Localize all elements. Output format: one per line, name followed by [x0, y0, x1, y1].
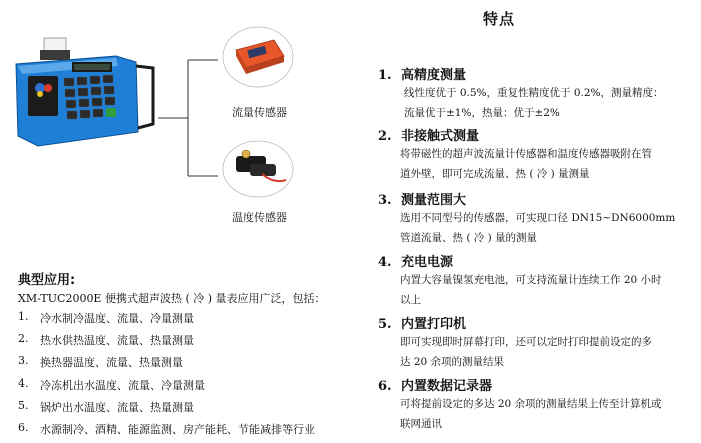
feature-line: 管道流量、热 ( 冷 ) 量的测量: [400, 231, 538, 244]
list-item-text: 水源制冷、酒精、能源监测、房产能耗、节能减排等行业: [40, 422, 315, 436]
applications-heading: 典型应用:: [18, 273, 76, 288]
feature-title: 内置数据记录器: [401, 379, 493, 394]
feature-number: 6.: [378, 379, 392, 394]
applications-list: [18, 310, 315, 443]
list-item: [18, 354, 315, 376]
applications-intro: XM-TUC2000E 便携式超声波热 ( 冷 ) 量表应用广泛，包括：: [18, 292, 326, 305]
feature-item: [378, 251, 696, 310]
feature-line: 内置大容量镍氢充电池，可支持流量计连续工作 20 小时: [400, 274, 662, 286]
list-item-number: 5.: [18, 398, 29, 412]
list-item-text: 冷水制冷温度、流量、冷量测量: [40, 312, 194, 325]
feature-number: 4.: [378, 255, 392, 270]
temperature-sensor-image: [222, 140, 294, 198]
feature-number: 5.: [378, 317, 392, 332]
feature-title: 非接触式测量: [401, 129, 480, 144]
feature-line: 可将提前设定的多达 20 余项的测量结果上传至计算机或: [400, 398, 662, 410]
feature-number: 3.: [378, 193, 392, 208]
list-item: [18, 399, 315, 421]
list-item-number: 3.: [18, 354, 29, 368]
feature-title: 内置打印机: [401, 317, 467, 332]
feature-number: 2.: [378, 129, 392, 144]
feature-item: [378, 64, 696, 123]
feature-line: 流量优于±1%，热量：优于±2%: [404, 106, 560, 119]
feature-line: 达 20 余项的测量结果: [400, 355, 505, 368]
feature-line: 选用不同型号的传感器，可实现口径 DN15~DN6000mm: [400, 212, 676, 224]
list-item: [18, 310, 315, 332]
feature-number: 1.: [378, 68, 392, 83]
list-item-number: 4.: [18, 376, 29, 390]
feature-line: 即可实现即时屏幕打印，还可以定时打印提前设定的多: [400, 336, 652, 348]
list-item-text: 锅炉出水温度、流量、热量测量: [40, 400, 194, 414]
feature-line: 将带磁性的超声波流量计传感器和温度传感器吸附在管: [400, 148, 652, 160]
feature-item: [378, 313, 696, 372]
connector-lines: [158, 58, 218, 178]
heat-meter-device-image: [8, 36, 158, 148]
feature-line: 以上: [400, 293, 421, 306]
list-item-number: 2.: [18, 332, 29, 346]
flow-sensor-label: 流量传感器: [232, 106, 287, 119]
feature-line: 联网通讯: [400, 417, 442, 430]
feature-item: [378, 375, 696, 434]
list-item-number: 6.: [18, 420, 29, 434]
feature-line: 道外壁，即可完成流量、热 ( 冷 ) 量测量: [400, 167, 590, 180]
flow-sensor-image: [222, 26, 294, 88]
temperature-sensor-label: 温度传感器: [232, 211, 287, 224]
list-item-number: 1.: [18, 310, 29, 323]
feature-title: 测量范围大: [401, 193, 467, 208]
feature-item: [378, 125, 696, 184]
feature-title: 高精度测量: [401, 68, 467, 83]
feature-line: 线性度优于 0.5%，重复性精度优于 0.2%，测量精度：: [404, 87, 664, 99]
list-item: [18, 332, 315, 354]
feature-item: [378, 189, 696, 248]
list-item-text: 热水供热温度、流量、热量测量: [40, 334, 194, 348]
list-item: [18, 377, 315, 399]
list-item-text: 换热器温度、流量、热量测量: [40, 356, 183, 370]
features-title: 特点: [483, 10, 516, 28]
list-item-text: 冷冻机出水温度、流量、冷量测量: [40, 378, 205, 392]
feature-title: 充电电源: [401, 255, 454, 270]
